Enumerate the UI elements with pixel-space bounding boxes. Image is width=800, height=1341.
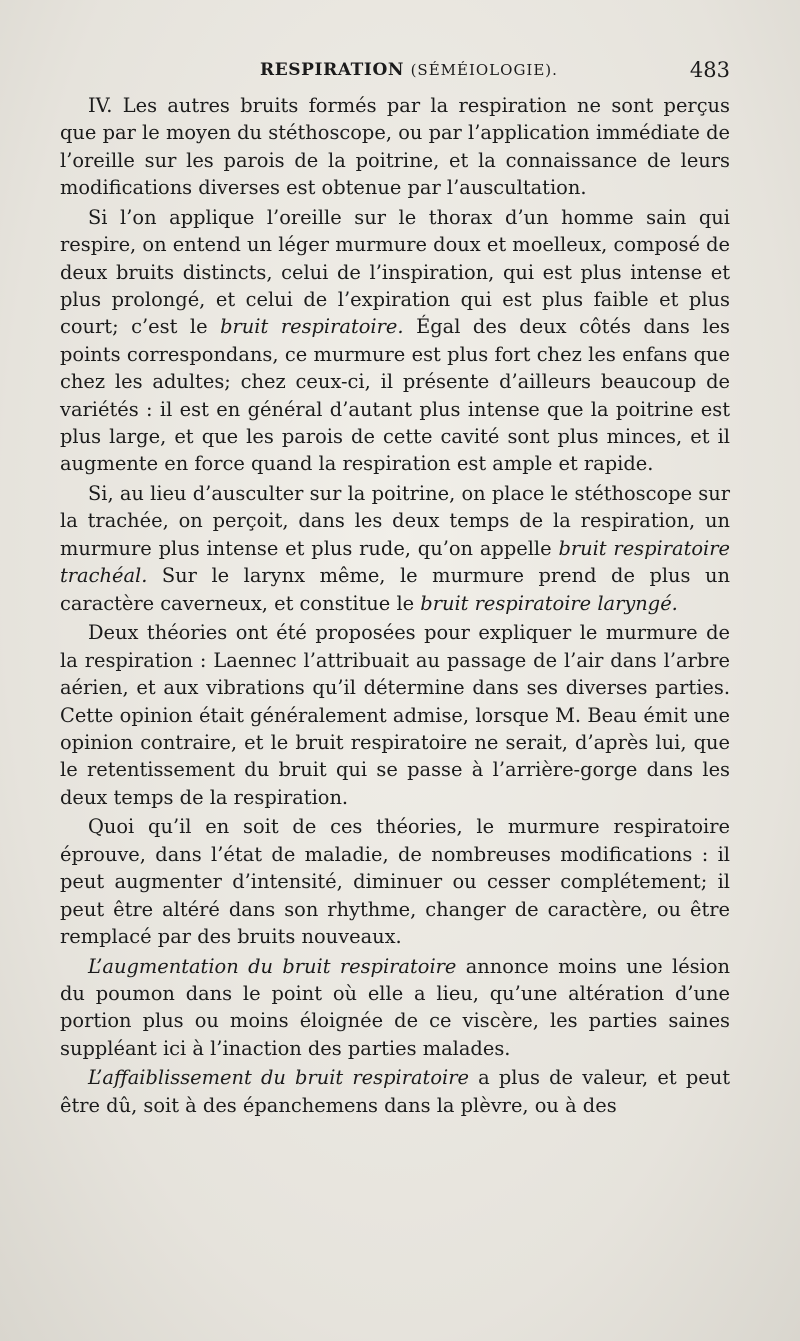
text-run: Si l’on applique l’oreille sur le thorax d’un homme sain qui respire, on entend un léger murmure doux et moelleux, composé de deux bruits distincts, celui de l’inspiration, qui est plus intense et plus prolongé, et celui de l’expiration qui est plus faible et plus court; c’est le — [60, 205, 730, 339]
text-run: IV. Les autres bruits formés par la respiration ne sont perçus que par le moyen du stéthoscope, ou par l’application immédiate de l’oreille sur les parois de la poitrine, et la connaissance de leurs modifications diverses est obtenue par l’auscultation. — [60, 94, 730, 200]
italic-term: L’ — [88, 1066, 103, 1090]
book-page — [60, 58, 730, 1121]
paragraph — [60, 619, 730, 811]
running-title-main: RESPIRATION — [260, 60, 405, 80]
paragraph — [60, 813, 730, 950]
italic-term: L’ — [88, 954, 103, 978]
running-head — [60, 58, 730, 92]
paragraph — [60, 92, 730, 202]
text-run: a plus de valeur, et peut être dû, soit à des épanchemens dans la plèvre, ou à des — [60, 1066, 730, 1117]
text-run: Si, au lieu d’ausculter sur la poitrine, on place le stéthoscope sur la trachée, on perçoit, dans les deux temps de la respiration, un murmure plus intense et plus rude, qu’on appelle — [60, 482, 730, 560]
italic-term: bruit respiratoire trachéal. — [60, 536, 730, 588]
paragraph — [60, 1064, 730, 1119]
text-run: Égal des deux côtés dans les points correspondans, ce murmure est plus fort chez les enfans que chez les adultes; chez ceux-ci, il présente d’ailleurs beaucoup de variétés : il est en général d’autant plus intense que la poitrine est plus large, et que les parois de cette cavité sont plus minces, et il augmente en force quand la respiration est ample et rapide. — [60, 315, 730, 476]
italic-term: affaiblissement du bruit respiratoire — [102, 1066, 469, 1090]
italic-term: bruit respiratoire laryngé. — [420, 591, 678, 615]
text-run: Sur le larynx même, le murmure prend de plus un caractère caverneux, et constitue le — [60, 564, 730, 615]
italic-term: bruit respiratoire. — [220, 315, 404, 339]
paragraph — [60, 480, 730, 617]
text-run: Quoi qu’il en soit de ces théories, le murmure respiratoire éprouve, dans l’état de maladie, de nombreuses modifications : il peut augmenter d’intensité, diminuer ou cesser complétement; il peut être altéré dans son rhythme, changer de caractère, ou être remplacé par des bruits nouveaux. — [60, 815, 730, 948]
paragraph — [60, 204, 730, 478]
italic-term: augmentation du bruit respiratoire — [102, 954, 457, 978]
running-title — [260, 60, 558, 80]
text-run: Deux théories ont été proposées pour expliquer le murmure de la respiration : Laennec l’attribuait au passage de l’air dans l’arbre aérien, et aux vibrations qu’il détermine dans ses diverses parties. Cette opinion était généralement admise, lorsque M. Beau émit une opinion contraire, et le bruit respiratoire ne serait, d’après lui, que le retentissement du bruit qui se passe à l’arrière-gorge dans les deux temps de la respiration. — [60, 621, 730, 809]
body-text — [60, 92, 730, 1119]
paragraph — [60, 953, 730, 1063]
text-run: annonce moins une lésion du poumon dans le point où elle a lieu, qu’une altération d’une portion plus ou moins éloignée de ce viscère, les parties saines suppléant ici à l’inaction des parties malades. — [60, 954, 730, 1060]
running-title-subtitle: (SÉMÉIOLOGIE). — [410, 61, 558, 79]
page-number: 483 — [689, 58, 730, 82]
